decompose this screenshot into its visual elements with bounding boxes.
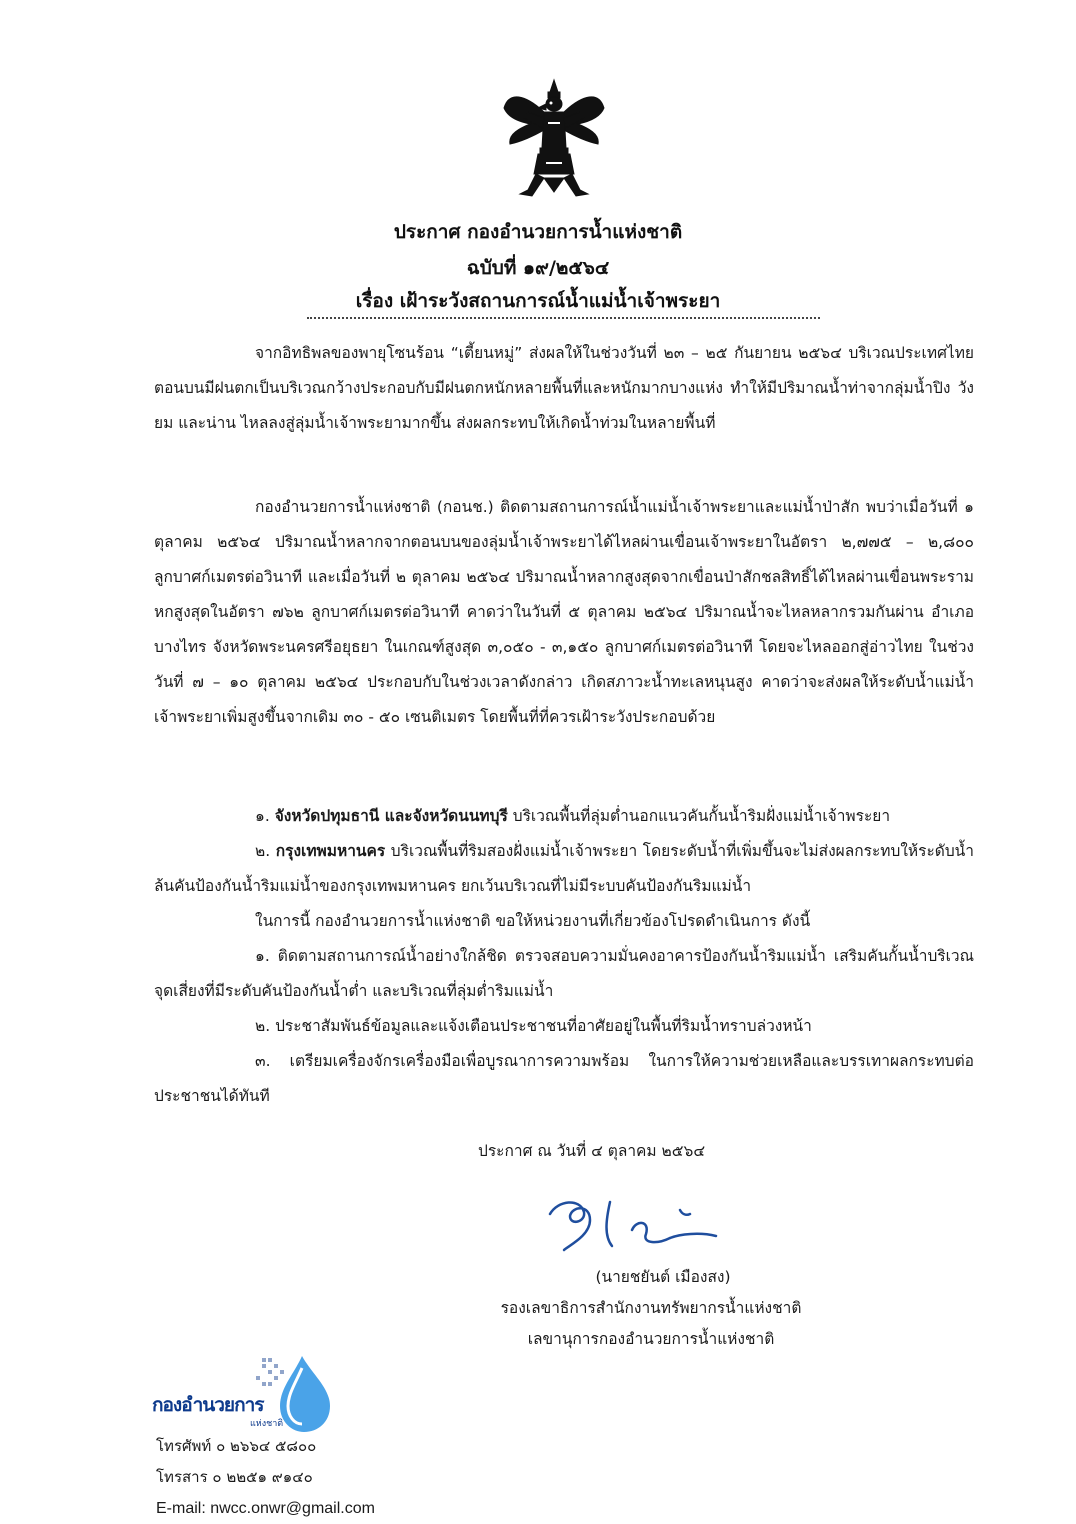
- item-1-number: ๑.: [255, 807, 270, 825]
- paragraph-2: กองอำนวยการน้ำแห่งชาติ (กอนช.) ติดตามสถานการณ์น้ำแม่น้ำเจ้าพระยาและแม่น้ำป่าสัก พบว่าเมื่อวันที่ ๑ ตุลาคม ๒๕๖๔ ปริมาณน้ำหลากจากตอนบนของลุ่มน้ำเจ้าพระยาได้ไหลผ่านเขื่อนเจ้าพระยาในอัตรา ๒,๗๗๕ – ๒,๘๐๐ ลูกบาศก์เมตรต่อวินาที และเมื่อวันที่ ๒ ตุลาคม ๒๕๖๔ ปริมาณน้ำหลากสูงสุดจากเขื่อนป่าสักชลสิทธิ์ได้ไหลผ่านเขื่อนพระรามหกสูงสุดในอัตรา ๗๖๒ ลูกบาศก์เมตรต่อวินาที คาดว่าในวันที่ ๕ ตุลาคม ๒๕๖๔ ปริมาณน้ำจะไหลหลากรวมกันผ่าน อำเภอบางไทร จังหวัดพระนครศรีอยุธยา ในเกณฑ์สูงสุด ๓,๐๕๐ - ๓,๑๕๐ ลูกบาศก์เมตรต่อวินาที โดยจะไหลออกสู่อ่าวไทย ในช่วงวันที่ ๗ – ๑๐ ตุลาคม ๒๕๖๔ ประกอบกับในช่วงเวลาดังกล่าว เกิดสภาวะน้ำทะเลหนุนสูง คาดว่าจะส่งผลให้ระดับน้ำแม่น้ำเจ้าพระยาเพิ่มสูงขึ้นจากเดิม ๓๐ - ๕๐ เซนติเมตร โดยพื้นที่ที่ควรเฝ้าระวังประกอบด้วย: [154, 498, 974, 726]
- garuda-emblem-icon: [500, 78, 608, 200]
- signatory-name: (นายชยันต์ เมืองสง): [595, 1268, 731, 1286]
- request-intro: ในการนี้ กองอำนวยการน้ำแห่งชาติ ขอให้หน่วยงานที่เกี่ยวข้องโปรดดำเนินการ ดังนี้: [255, 912, 811, 930]
- announcement-subject: เรื่อง เฝ้าระวังสถานการณ์น้ำแม่น้ำเจ้าพระยา: [355, 290, 721, 312]
- request-item-2: ๒. ประชาสัมพันธ์ข้อมูลและแจ้งเตือนประชาชนที่อาศัยอยู่ในพื้นที่ริมน้ำทราบล่วงหน้า: [255, 1017, 812, 1035]
- item-2-number: ๒.: [255, 842, 271, 860]
- paragraph-2-block: [154, 490, 974, 735]
- signature-icon: [540, 1190, 730, 1260]
- paragraph-1: จากอิทธิพลของพายุโซนร้อน “เตี้ยนหมู่” ส่งผลให้ในช่วงวันที่ ๒๓ – ๒๕ กันยายน ๒๕๖๔ บริเวณประเทศไทยตอนบนมีฝนตกเป็นบริเวณกว้างประกอบกับมีฝนตกหนักหลายพื้นที่และหนักมากบางแห่ง ทำให้มีปริมาณน้ำท่าจากลุ่มน้ำปิง วัง ยม และน่าน ไหลลงสู่ลุ่มน้ำเจ้าพระยามากขึ้น ส่งผลกระทบให้เกิดน้ำท่วมในหลายพื้นที่: [154, 344, 974, 432]
- request-list: [154, 904, 974, 1114]
- phone-number: โทรศัพท์ ๐ ๒๖๖๔ ๕๘๐๐: [156, 1437, 317, 1455]
- request-item-1: ๑. ติดตามสถานการณ์น้ำอย่างใกล้ชิด ตรวจสอบความมั่นคงอาคารป้องกันน้ำริมแม่น้ำ เสริมคันกั้นน้ำบริเวณจุดเสี่ยงที่มีระดับคันป้องกันน้ำต่ำ และบริเวณที่ลุ่มต่ำริมแม่น้ำ: [154, 947, 974, 1000]
- item-1-provinces: จังหวัดปทุมธานี และจังหวัดนนทบุรี: [274, 807, 508, 825]
- watch-area-list: [154, 799, 974, 904]
- signatory-block: [0, 1262, 1076, 1355]
- announcement-title: ประกาศ กองอำนวยการน้ำแห่งชาติ: [393, 221, 683, 243]
- fax-number: โทรสาร ๐ ๒๒๕๑ ๙๑๔๐: [156, 1468, 313, 1486]
- announcement-number: ฉบับที่ ๑๙/๒๕๖๔: [466, 257, 610, 279]
- announcement-date: ประกาศ ณ วันที่ ๔ ตุลาคม ๒๕๖๔: [478, 1142, 706, 1160]
- watch-area-item-2: [154, 834, 974, 904]
- logo-subtext: แห่งชาติ: [250, 1419, 284, 1429]
- contact-block: [156, 1431, 375, 1524]
- item-2-city: กรุงเทพมหานคร: [275, 842, 386, 860]
- nwcc-logo: [152, 1354, 352, 1434]
- signatory-position-2: เลขานุการกองอำนวยการน้ำแห่งชาติ: [527, 1330, 775, 1348]
- email-address: E-mail: nwcc.onwr@gmail.com: [156, 1500, 375, 1517]
- item-2-text: บริเวณพื้นที่ริมสองฝั่งแม่น้ำเจ้าพระยา โดยระดับน้ำที่เพิ่มขึ้นจะไม่ส่งผลกระทบให้ระดับน้ำล้นคันป้องกันน้ำริมแม่น้ำของกรุงเทพมหานคร ยกเว้นบริเวณที่ไม่มีระบบคันป้องกันริมแม่น้ำ: [154, 842, 974, 895]
- dotted-divider: [307, 317, 820, 319]
- logo-text: กองอำนวยการ: [152, 1394, 264, 1416]
- item-1-text: บริเวณพื้นที่ลุ่มต่ำนอกแนวคันกั้นน้ำริมฝั่งแม่น้ำเจ้าพระยา: [512, 807, 891, 825]
- signatory-position-1: รองเลขาธิการสำนักงานทรัพยากรน้ำแห่งชาติ: [500, 1299, 802, 1317]
- request-item-3: ๓. เตรียมเครื่องจักรเครื่องมือเพื่อบูรณาการความพร้อม ในการให้ความช่วยเหลือและบรรเทาผลกระทบต่อประชาชนได้ทันที: [154, 1052, 974, 1105]
- paragraph-1-block: [154, 336, 974, 441]
- watch-area-item-1: [154, 799, 974, 834]
